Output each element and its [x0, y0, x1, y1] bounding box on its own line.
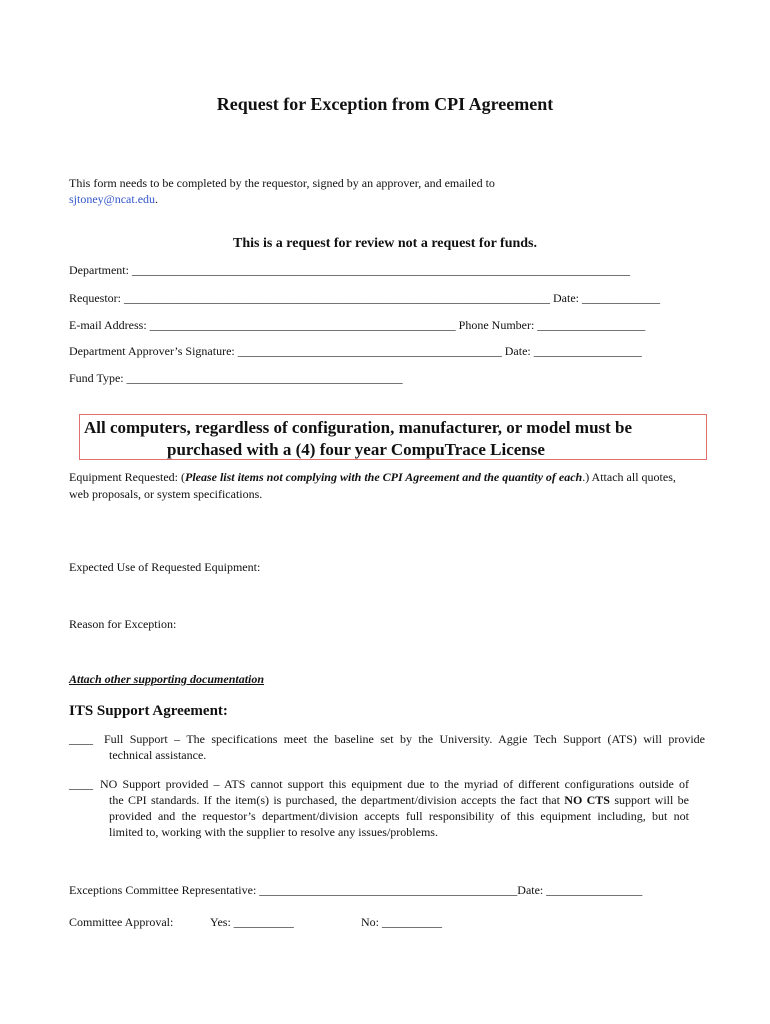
no-support-option[interactable]	[69, 776, 689, 840]
notice-heading: This is a request for review not a request for funds.	[233, 236, 537, 251]
computrace-callout-box	[79, 414, 707, 460]
equipment-emphasis: Please list items not complying with the CPI Agreement and the quantity of each	[184, 470, 583, 484]
no-support-line-4: limited to, working with the supplier to resolve any issues/problems.	[109, 825, 438, 839]
no-support-line-1: NO Support provided – ATS cannot support this equipment due to the myriad of different configurations outside of	[100, 777, 689, 791]
expected-use-label: Expected Use of Requested Equipment:	[69, 560, 261, 574]
full-support-line-1: Full Support – The specifications meet the baseline set by the University. Aggie Tech Support (ATS) will provide	[104, 732, 705, 746]
requestor-field[interactable]: Requestor: _______________________________________________________________________ Date: _____________	[69, 291, 660, 305]
intro-line: This form needs to be completed by the requestor, signed by an approver, and emailed to	[69, 176, 495, 190]
approver-signature-field[interactable]: Department Approver’s Signature: ____________________________________________ Date: __________________	[69, 344, 642, 358]
email-phone-field[interactable]: E-mail Address: ___________________________________________________ Phone Number: __________________	[69, 318, 646, 332]
no-cts-emphasis: NO CTS	[564, 793, 610, 807]
full-support-option[interactable]	[69, 731, 705, 763]
equipment-suffix: .) Attach all quotes, web proposals, or system specifications.	[69, 470, 676, 501]
attach-documentation-note: Attach other supporting documentation	[69, 672, 265, 686]
equipment-prefix: Equipment Requested: (	[69, 470, 185, 484]
no-support-blank[interactable]: ____	[69, 777, 93, 791]
reason-label: Reason for Exception:	[69, 617, 177, 631]
committee-approval-label: Committee Approval:	[69, 915, 174, 929]
callout-line-1: All computers, regardless of configuration, manufacturer, or model must be	[84, 418, 633, 437]
email-link[interactable]: sjtoney@ncat.edu	[69, 192, 156, 206]
callout-line-2: purchased with a (4) four year CompuTrace License	[167, 440, 545, 459]
committee-no-field[interactable]: No: __________	[361, 915, 442, 929]
no-support-line-2a: the CPI standards. If the item(s) is purchased, the department/division accepts the fact that	[109, 793, 565, 807]
fund-type-field[interactable]: Fund Type: ______________________________________________	[69, 371, 403, 385]
equipment-requested	[69, 469, 689, 503]
department-field[interactable]: Department: ___________________________________________________________________________________	[69, 263, 630, 277]
form-title: Request for Exception from CPI Agreement	[216, 94, 554, 114]
its-support-heading: ITS Support Agreement:	[69, 703, 228, 719]
no-support-line-2c: support will be	[609, 793, 689, 807]
no-support-line-2	[109, 792, 689, 808]
full-support-blank[interactable]: ____	[69, 732, 93, 746]
intro-period: .	[155, 192, 159, 206]
intro-text	[69, 175, 495, 207]
committee-representative-field[interactable]: Exceptions Committee Representative: ___________________________________________Date: ________________	[69, 883, 643, 897]
committee-yes-field[interactable]: Yes: __________	[210, 915, 294, 929]
no-support-line-3: provided and the requestor’s department/division accepts full responsibility of this equipment including, but not	[109, 809, 689, 823]
full-support-line-2: technical assistance.	[109, 748, 207, 762]
